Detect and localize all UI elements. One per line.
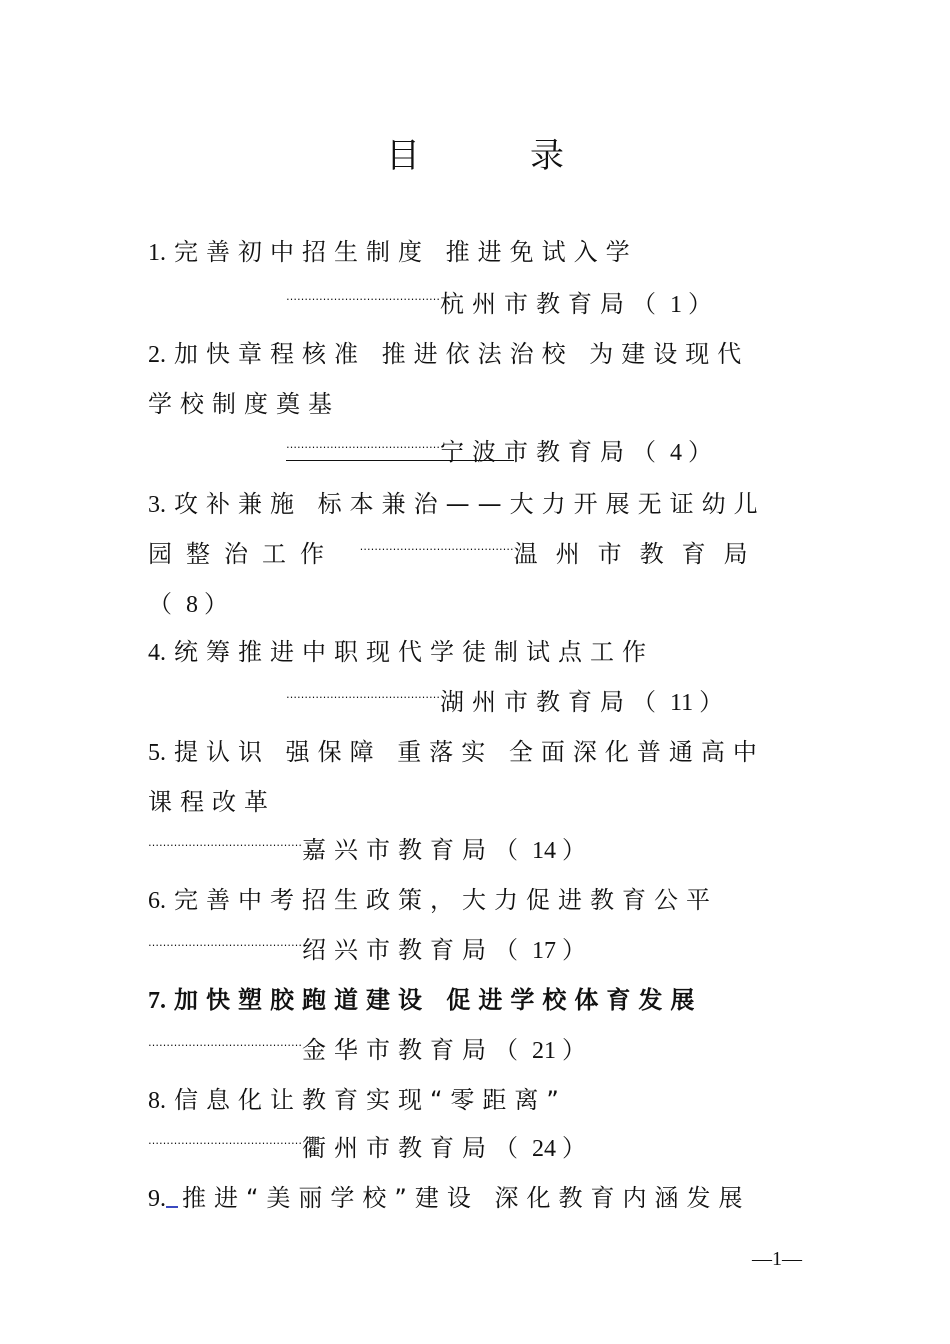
leader-dots: …………………………………… [148,1134,302,1147]
toc-entry-2-ref: ……………………………………宁波市教育局（ 4 ） [286,438,720,466]
toc-entry-page: 8 [186,592,198,618]
toc-entry-1-ref: ……………………………………杭州市教育局（ 1 ） [286,290,720,318]
leader-dots: …………………………………… [148,836,302,849]
toc-entry-org: 宁波市教育局 [440,438,632,466]
toc-entry-6-ref: ……………………………………绍兴市教育局（ 17 ） [148,936,594,964]
toc-entry-org: 衢州市教育局 [302,1134,494,1162]
page-number: —1— [752,1248,802,1270]
link-marker [166,1186,178,1208]
toc-entry-5-title[interactable]: 5. 提认识 强保障 重落实 全面深化普通高中 [148,738,765,766]
toc-entry-4-ref: ……………………………………湖州市教育局（ 11 ） [286,688,732,716]
toc-entry-page: 1 [670,292,682,318]
toc-entry-page: 4 [670,440,682,466]
toc-entry-7-ref: ……………………………………金华市教育局（ 21 ） [148,1036,594,1064]
toc-entry-page: 21 [532,1038,556,1064]
toc-entry-6-title[interactable]: 6. 完善中考招生政策，大力促进教育公平 [148,886,718,914]
toc-entry-8-ref: ……………………………………衢州市教育局（ 24 ） [148,1134,594,1162]
toc-entry-8-title[interactable]: 8. 信息化让教育实现“零距离” [148,1086,567,1114]
toc-entry-page: 14 [532,838,556,864]
toc-entry-9-title[interactable]: 9. 推进“美丽学校”建设 深化教育内涵发展 [148,1184,751,1212]
toc-entry-5-title-cont: 课程改革 [148,788,276,816]
toc-title-char-2: 录 [530,136,564,176]
toc-entry-org: 绍兴市教育局 [302,936,494,964]
leader-dots: …………………………………… [148,1036,302,1049]
toc-entry-3-ref: 园整治工作 ……………………………………温州市教育局 [148,540,766,568]
toc-entry-org: 嘉兴市教育局 [302,836,494,864]
toc-entry-3-page-line: （ 8 ） [148,590,236,618]
toc-entry-2-title-cont: 学校制度奠基 [148,390,340,418]
toc-entry-7-title[interactable]: 7. 加快塑胶跑道建设 促进学校体育发展 [148,986,703,1014]
toc-entry-2-title[interactable]: 2. 加快章程核准 推进依法治校 为建设现代 [148,340,750,368]
toc-entry-org: 湖州市教育局 [440,688,632,716]
toc-entry-5-ref: ……………………………………嘉兴市教育局（ 14 ） [148,836,594,864]
leader-dots: …………………………………… [286,438,440,451]
underline-rule [286,460,514,461]
toc-title-char-1: 目 [386,136,420,176]
toc-entry-4-title[interactable]: 4. 统筹推进中职现代学徒制试点工作 [148,638,654,666]
toc-entry-page: 17 [532,938,556,964]
leader-dots: …………………………………… [286,290,440,303]
toc-entry-1-title[interactable]: 1. 完善初中招生制度 推进免试入学 [148,238,638,266]
toc-entry-org: 杭州市教育局 [440,290,632,318]
leader-dots: …………………………………… [359,540,514,553]
toc-entry-page: 11 [670,690,694,716]
toc-entry-3-title[interactable]: 3. 攻补兼施 标本兼治——大力开展无证幼儿 [148,490,766,518]
toc-title [0,128,950,177]
toc-entry-page: 24 [532,1136,556,1162]
leader-dots: …………………………………… [148,936,302,949]
toc-entry-org: 金华市教育局 [302,1036,494,1064]
leader-dots: …………………………………… [286,688,440,701]
toc-entry-org: 温州市教育局 [513,540,766,568]
